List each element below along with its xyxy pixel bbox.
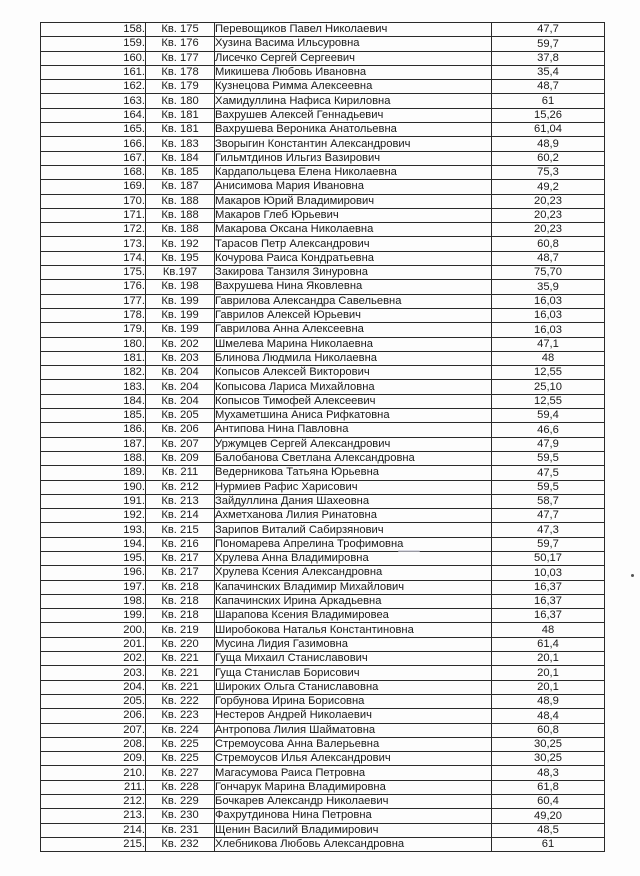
owner-name-cell: Антипова Нина Павловна xyxy=(215,423,492,437)
apartment-cell: Кв. 202 xyxy=(146,337,215,351)
apartment-cell: Кв. 221 xyxy=(146,680,215,694)
table-row xyxy=(41,308,605,322)
row-number-cell: 169. xyxy=(41,180,146,194)
apartment-cell: Кв. 229 xyxy=(146,795,215,809)
owner-name-cell: Макаров Глеб Юрьевич xyxy=(215,208,492,222)
table-row xyxy=(41,466,605,480)
owner-name-cell: Гуща Станислав Борисович xyxy=(215,666,492,680)
row-number-cell: 158. xyxy=(41,23,146,37)
scan-smudge-mark xyxy=(398,550,420,552)
row-number-cell: 196. xyxy=(41,566,146,580)
apartment-cell: Кв. 232 xyxy=(146,837,215,851)
table-row xyxy=(41,837,605,851)
table-row xyxy=(41,380,605,394)
row-number-cell: 197. xyxy=(41,580,146,594)
apartment-cell: Кв. 223 xyxy=(146,709,215,723)
row-number-cell: 200. xyxy=(41,623,146,637)
area-cell: 61,04 xyxy=(492,123,605,137)
apartment-cell: Кв. 220 xyxy=(146,637,215,651)
row-number-cell: 210. xyxy=(41,766,146,780)
apartment-cell: Кв. 227 xyxy=(146,766,215,780)
table-row xyxy=(41,137,605,151)
area-cell: 61,4 xyxy=(492,637,605,651)
owner-name-cell: Ахметханова Лилия Ринатовна xyxy=(215,509,492,523)
row-number-cell: 166. xyxy=(41,137,146,151)
owner-name-cell: Лисечко Сергей Сергеевич xyxy=(215,51,492,65)
table-row xyxy=(41,580,605,594)
area-cell: 16,37 xyxy=(492,580,605,594)
row-number-cell: 162. xyxy=(41,80,146,94)
area-cell: 37,8 xyxy=(492,51,605,65)
row-number-cell: 184. xyxy=(41,394,146,408)
table-row xyxy=(41,809,605,823)
area-cell: 48,9 xyxy=(492,694,605,708)
row-number-cell: 214. xyxy=(41,823,146,837)
area-cell: 49,20 xyxy=(492,809,605,823)
row-number-cell: 163. xyxy=(41,94,146,108)
table-row xyxy=(41,51,605,65)
table-row xyxy=(41,423,605,437)
owner-name-cell: Капачинских Ирина Аркадьевна xyxy=(215,594,492,608)
apartment-cell: Кв. 176 xyxy=(146,37,215,51)
area-cell: 59,7 xyxy=(492,537,605,551)
table-row xyxy=(41,494,605,508)
owner-name-cell: Анисимова Мария Ивановна xyxy=(215,180,492,194)
row-number-cell: 189. xyxy=(41,466,146,480)
owners-table xyxy=(40,22,605,852)
table-row xyxy=(41,637,605,651)
area-cell: 16,37 xyxy=(492,609,605,623)
row-number-cell: 177. xyxy=(41,294,146,308)
table-row xyxy=(41,823,605,837)
apartment-cell: Кв. 181 xyxy=(146,108,215,122)
area-cell: 59,7 xyxy=(492,37,605,51)
apartment-cell: Кв. 225 xyxy=(146,737,215,751)
owner-name-cell: Стремоусов Илья Александрович xyxy=(215,752,492,766)
apartment-cell: Кв. 178 xyxy=(146,65,215,79)
owner-name-cell: Пономарева Апрелина Трофимовна xyxy=(215,537,492,551)
table-row xyxy=(41,509,605,523)
owner-name-cell: Гуща Михаил Станиславович xyxy=(215,652,492,666)
row-number-cell: 212. xyxy=(41,795,146,809)
area-cell: 47,7 xyxy=(492,509,605,523)
area-cell: 49,2 xyxy=(492,180,605,194)
row-number-cell: 203. xyxy=(41,666,146,680)
owner-name-cell: Вахрушева Нина Яковлевна xyxy=(215,280,492,294)
apartment-cell: Кв. 175 xyxy=(146,23,215,37)
owner-name-cell: Закирова Танзиля Зинуровна xyxy=(215,266,492,280)
area-cell: 16,03 xyxy=(492,308,605,322)
owner-name-cell: Антропова Лилия Шайматовна xyxy=(215,723,492,737)
area-cell: 58,7 xyxy=(492,494,605,508)
owner-name-cell: Микишева Любовь Ивановна xyxy=(215,65,492,79)
area-cell: 60,4 xyxy=(492,795,605,809)
table-row xyxy=(41,23,605,37)
row-number-cell: 193. xyxy=(41,523,146,537)
area-cell: 75,70 xyxy=(492,266,605,280)
area-cell: 59,5 xyxy=(492,480,605,494)
owner-name-cell: Гильмтдинов Ильгиз Вазирович xyxy=(215,151,492,165)
area-cell: 16,37 xyxy=(492,594,605,608)
table-row xyxy=(41,123,605,137)
table-row xyxy=(41,94,605,108)
row-number-cell: 201. xyxy=(41,637,146,651)
owner-name-cell: Вахрушева Вероника Анатольевна xyxy=(215,123,492,137)
row-number-cell: 165. xyxy=(41,123,146,137)
apartment-cell: Кв. 199 xyxy=(146,294,215,308)
apartment-cell: Кв. 188 xyxy=(146,223,215,237)
row-number-cell: 181. xyxy=(41,351,146,365)
row-number-cell: 179. xyxy=(41,323,146,337)
table-row xyxy=(41,723,605,737)
apartment-cell: Кв. 221 xyxy=(146,666,215,680)
area-cell: 59,5 xyxy=(492,451,605,465)
row-number-cell: 187. xyxy=(41,437,146,451)
row-number-cell: 206. xyxy=(41,709,146,723)
apartment-cell: Кв. 177 xyxy=(146,51,215,65)
apartment-cell: Кв. 204 xyxy=(146,394,215,408)
row-number-cell: 172. xyxy=(41,223,146,237)
apartment-cell: Кв. 198 xyxy=(146,280,215,294)
apartment-cell: Кв. 230 xyxy=(146,809,215,823)
area-cell: 20,1 xyxy=(492,680,605,694)
apartment-cell: Кв. 209 xyxy=(146,451,215,465)
area-cell: 20,1 xyxy=(492,666,605,680)
area-cell: 10,03 xyxy=(492,566,605,580)
table-row xyxy=(41,351,605,365)
apartment-cell: Кв. 203 xyxy=(146,351,215,365)
table-row xyxy=(41,666,605,680)
area-cell: 61 xyxy=(492,94,605,108)
owner-name-cell: Гончарук Марина Владимировна xyxy=(215,780,492,794)
apartment-cell: Кв. 221 xyxy=(146,652,215,666)
row-number-cell: 191. xyxy=(41,494,146,508)
table-row xyxy=(41,208,605,222)
owner-name-cell: Бочкарев Александр Николаевич xyxy=(215,795,492,809)
table-row xyxy=(41,795,605,809)
apartment-cell: Кв. 213 xyxy=(146,494,215,508)
row-number-cell: 205. xyxy=(41,694,146,708)
table-row xyxy=(41,294,605,308)
row-number-cell: 168. xyxy=(41,165,146,179)
table-row xyxy=(41,694,605,708)
area-cell: 47,9 xyxy=(492,437,605,451)
owner-name-cell: Шарапова Ксения Владимировеа xyxy=(215,609,492,623)
table-row xyxy=(41,65,605,79)
table-row xyxy=(41,194,605,208)
owner-name-cell: Гаврилова Александра Савельевна xyxy=(215,294,492,308)
owner-name-cell: Шмелева Марина Николаевна xyxy=(215,337,492,351)
table-row xyxy=(41,766,605,780)
table-row xyxy=(41,551,605,565)
row-number-cell: 202. xyxy=(41,652,146,666)
table-row xyxy=(41,652,605,666)
owner-name-cell: Макарова Оксана Николаевна xyxy=(215,223,492,237)
row-number-cell: 173. xyxy=(41,237,146,251)
table-row xyxy=(41,180,605,194)
row-number-cell: 192. xyxy=(41,509,146,523)
area-cell: 48,4 xyxy=(492,709,605,723)
area-cell: 61,8 xyxy=(492,780,605,794)
table-row xyxy=(41,80,605,94)
table-row xyxy=(41,409,605,423)
owner-name-cell: Вахрушев Алексей Геннадьевич xyxy=(215,108,492,122)
table-row xyxy=(41,609,605,623)
apartment-cell: Кв. 217 xyxy=(146,551,215,565)
apartment-cell: Кв. 199 xyxy=(146,308,215,322)
row-number-cell: 186. xyxy=(41,423,146,437)
apartment-cell: Кв. 207 xyxy=(146,437,215,451)
apartment-cell: Кв. 217 xyxy=(146,566,215,580)
row-number-cell: 185. xyxy=(41,409,146,423)
row-number-cell: 194. xyxy=(41,537,146,551)
table-row xyxy=(41,280,605,294)
table-row xyxy=(41,623,605,637)
area-cell: 48,3 xyxy=(492,766,605,780)
row-number-cell: 175. xyxy=(41,266,146,280)
owner-name-cell: Щенин Василий Владимирович xyxy=(215,823,492,837)
row-number-cell: 199. xyxy=(41,609,146,623)
owner-name-cell: Магасумова Раиса Петровна xyxy=(215,766,492,780)
area-cell: 12,55 xyxy=(492,366,605,380)
table-row xyxy=(41,480,605,494)
area-cell: 12,55 xyxy=(492,394,605,408)
area-cell: 61 xyxy=(492,837,605,851)
owner-name-cell: Тарасов Петр Александрович xyxy=(215,237,492,251)
area-cell: 47,1 xyxy=(492,337,605,351)
area-cell: 47,5 xyxy=(492,466,605,480)
area-cell: 48,5 xyxy=(492,823,605,837)
row-number-cell: 164. xyxy=(41,108,146,122)
area-cell: 59,4 xyxy=(492,409,605,423)
owner-name-cell: Стремоусова Анна Валерьевна xyxy=(215,737,492,751)
area-cell: 48,7 xyxy=(492,251,605,265)
row-number-cell: 161. xyxy=(41,65,146,79)
owner-name-cell: Гаврилов Алексей Юрьевич xyxy=(215,308,492,322)
apartment-cell: Кв. 214 xyxy=(146,509,215,523)
area-cell: 48 xyxy=(492,351,605,365)
row-number-cell: 208. xyxy=(41,737,146,751)
area-cell: 60,8 xyxy=(492,723,605,737)
area-cell: 47,3 xyxy=(492,523,605,537)
row-number-cell: 182. xyxy=(41,366,146,380)
apartment-cell: Кв.197 xyxy=(146,266,215,280)
area-cell: 48,9 xyxy=(492,137,605,151)
table-row xyxy=(41,323,605,337)
area-cell: 48,7 xyxy=(492,80,605,94)
table-row xyxy=(41,37,605,51)
table-row xyxy=(41,594,605,608)
area-cell: 47,7 xyxy=(492,23,605,37)
owner-name-cell: Зворыгин Константин Александрович xyxy=(215,137,492,151)
owner-name-cell: Уржумцев Сергей Александрович xyxy=(215,437,492,451)
row-number-cell: 207. xyxy=(41,723,146,737)
owner-name-cell: Кардапольцева Елена Николаевна xyxy=(215,165,492,179)
area-cell: 48 xyxy=(492,623,605,637)
row-number-cell: 183. xyxy=(41,380,146,394)
apartment-cell: Кв. 183 xyxy=(146,137,215,151)
owner-name-cell: Хамидуллина Нафиса Кириловна xyxy=(215,94,492,108)
apartment-cell: Кв. 180 xyxy=(146,94,215,108)
area-cell: 35,4 xyxy=(492,65,605,79)
apartment-cell: Кв. 231 xyxy=(146,823,215,837)
owner-name-cell: Копысов Алексей Викторович xyxy=(215,366,492,380)
owner-name-cell: Мусина Лидия Газимовна xyxy=(215,637,492,651)
area-cell: 46,6 xyxy=(492,423,605,437)
apartment-cell: Кв. 225 xyxy=(146,752,215,766)
apartment-cell: Кв. 187 xyxy=(146,180,215,194)
owner-name-cell: Зарипов Виталий Сабирзянович xyxy=(215,523,492,537)
apartment-cell: Кв. 216 xyxy=(146,537,215,551)
apartment-cell: Кв. 218 xyxy=(146,594,215,608)
table-row xyxy=(41,165,605,179)
apartment-cell: Кв. 218 xyxy=(146,580,215,594)
area-cell: 20,23 xyxy=(492,194,605,208)
owners-table-body xyxy=(41,23,605,852)
apartment-cell: Кв. 204 xyxy=(146,366,215,380)
owner-name-cell: Кочурова Раиса Кондратьевна xyxy=(215,251,492,265)
row-number-cell: 171. xyxy=(41,208,146,222)
area-cell: 20,23 xyxy=(492,223,605,237)
apartment-cell: Кв. 211 xyxy=(146,466,215,480)
apartment-cell: Кв. 215 xyxy=(146,523,215,537)
row-number-cell: 160. xyxy=(41,51,146,65)
apartment-cell: Кв. 218 xyxy=(146,609,215,623)
table-row xyxy=(41,780,605,794)
area-cell: 60,2 xyxy=(492,151,605,165)
table-row xyxy=(41,337,605,351)
apartment-cell: Кв. 212 xyxy=(146,480,215,494)
row-number-cell: 198. xyxy=(41,594,146,608)
owner-name-cell: Хрулева Ксения Александровна xyxy=(215,566,492,580)
row-number-cell: 159. xyxy=(41,37,146,51)
apartment-cell: Кв. 222 xyxy=(146,694,215,708)
scan-speck-mark xyxy=(631,574,634,577)
owner-name-cell: Гаврилова Анна Алексеевна xyxy=(215,323,492,337)
owner-name-cell: Копысов Тимофей Алексеевич xyxy=(215,394,492,408)
owner-name-cell: Зайдуллина Дания Шахеовна xyxy=(215,494,492,508)
apartment-cell: Кв. 188 xyxy=(146,194,215,208)
owner-name-cell: Перевощиков Павел Николаевич xyxy=(215,23,492,37)
area-cell: 35,9 xyxy=(492,280,605,294)
owner-name-cell: Капачинских Владимир Михайлович xyxy=(215,580,492,594)
area-cell: 50,17 xyxy=(492,551,605,565)
row-number-cell: 195. xyxy=(41,551,146,565)
apartment-cell: Кв. 188 xyxy=(146,208,215,222)
apartment-cell: Кв. 219 xyxy=(146,623,215,637)
row-number-cell: 188. xyxy=(41,451,146,465)
row-number-cell: 176. xyxy=(41,280,146,294)
owner-name-cell: Хлебникова Любовь Александровна xyxy=(215,837,492,851)
owner-name-cell: Кузнецова Римма Алексеевна xyxy=(215,80,492,94)
apartment-cell: Кв. 205 xyxy=(146,409,215,423)
table-row xyxy=(41,394,605,408)
area-cell: 60,8 xyxy=(492,237,605,251)
area-cell: 25,10 xyxy=(492,380,605,394)
row-number-cell: 213. xyxy=(41,809,146,823)
owner-name-cell: Хузина Васима Ильсуровна xyxy=(215,37,492,51)
table-row xyxy=(41,566,605,580)
apartment-cell: Кв. 181 xyxy=(146,123,215,137)
row-number-cell: 211. xyxy=(41,780,146,794)
area-cell: 20,23 xyxy=(492,208,605,222)
table-row xyxy=(41,223,605,237)
table-row xyxy=(41,366,605,380)
apartment-cell: Кв. 199 xyxy=(146,323,215,337)
owner-name-cell: Горбунова Ирина Борисовна xyxy=(215,694,492,708)
apartment-cell: Кв. 184 xyxy=(146,151,215,165)
row-number-cell: 174. xyxy=(41,251,146,265)
apartment-cell: Кв. 179 xyxy=(146,80,215,94)
table-row xyxy=(41,251,605,265)
table-row xyxy=(41,151,605,165)
owner-name-cell: Нестеров Андрей Николаевич xyxy=(215,709,492,723)
owner-name-cell: Широких Ольга Станиславовна xyxy=(215,680,492,694)
owner-name-cell: Копысова Лариса Михайловна xyxy=(215,380,492,394)
apartment-cell: Кв. 224 xyxy=(146,723,215,737)
table-row xyxy=(41,237,605,251)
table-row xyxy=(41,680,605,694)
table-row xyxy=(41,537,605,551)
row-number-cell: 190. xyxy=(41,480,146,494)
apartment-cell: Кв. 192 xyxy=(146,237,215,251)
table-row xyxy=(41,752,605,766)
area-cell: 30,25 xyxy=(492,752,605,766)
area-cell: 30,25 xyxy=(492,737,605,751)
table-row xyxy=(41,108,605,122)
area-cell: 16,03 xyxy=(492,294,605,308)
apartment-cell: Кв. 195 xyxy=(146,251,215,265)
row-number-cell: 204. xyxy=(41,680,146,694)
owner-name-cell: Фахрутдинова Нина Петровна xyxy=(215,809,492,823)
owner-name-cell: Балобанова Светлана Александровна xyxy=(215,451,492,465)
owner-name-cell: Ведерникова Татьяна Юрьевна xyxy=(215,466,492,480)
row-number-cell: 167. xyxy=(41,151,146,165)
owner-name-cell: Хрулева Анна Владимировна xyxy=(215,551,492,565)
table-row xyxy=(41,266,605,280)
apartment-cell: Кв. 204 xyxy=(146,380,215,394)
table-row xyxy=(41,709,605,723)
apartment-cell: Кв. 228 xyxy=(146,780,215,794)
table-row xyxy=(41,523,605,537)
owner-name-cell: Блинова Людмила Николаевна xyxy=(215,351,492,365)
owner-name-cell: Нурмиев Рафис Харисович xyxy=(215,480,492,494)
apartment-cell: Кв. 185 xyxy=(146,165,215,179)
row-number-cell: 178. xyxy=(41,308,146,322)
row-number-cell: 209. xyxy=(41,752,146,766)
owner-name-cell: Макаров Юрий Владимирович xyxy=(215,194,492,208)
owner-name-cell: Широбокова Наталья Константиновна xyxy=(215,623,492,637)
area-cell: 15,26 xyxy=(492,108,605,122)
row-number-cell: 180. xyxy=(41,337,146,351)
table-row xyxy=(41,737,605,751)
area-cell: 16,03 xyxy=(492,323,605,337)
apartment-cell: Кв. 206 xyxy=(146,423,215,437)
area-cell: 20,1 xyxy=(492,652,605,666)
area-cell: 75,3 xyxy=(492,165,605,179)
owner-name-cell: Мухаметшина Аниса Рифкатовна xyxy=(215,409,492,423)
table-row xyxy=(41,451,605,465)
table-row xyxy=(41,437,605,451)
row-number-cell: 170. xyxy=(41,194,146,208)
row-number-cell: 215. xyxy=(41,837,146,851)
